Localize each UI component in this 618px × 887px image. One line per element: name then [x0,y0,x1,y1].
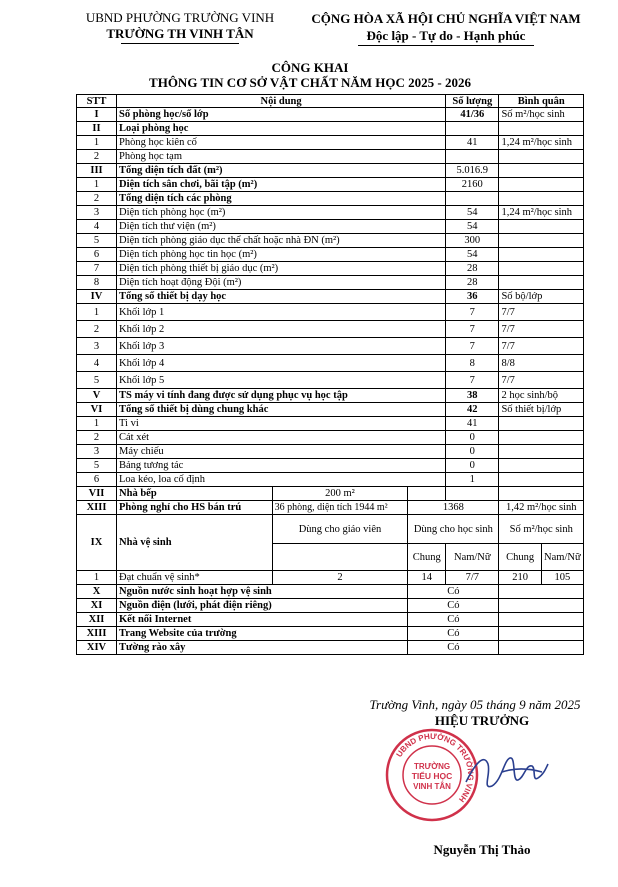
nation-line1: CỘNG HÒA XÃ HỘI CHỦ NGHĨA VIỆT NAM [311,11,581,26]
row-stt: II [77,122,117,136]
row-avg [499,445,584,459]
row-content: TS máy vi tính đang được sử dụng phục vụ học tập [117,389,446,403]
row-value: Có [408,585,499,599]
row-qty: 41 [446,136,499,150]
row-stt: 3 [77,338,117,355]
row-content: Tổng số thiết bị dạy học [117,290,446,304]
row-content: Nhà bếp [117,487,273,501]
row-qty: 1 [446,473,499,487]
row-stt: 2 [77,150,117,164]
row-qty: 42 [446,403,499,417]
row-content: Kết nối Internet [117,613,408,627]
row-avg: 7/7 [499,372,584,389]
toilet-sub-common: Chung [408,544,446,571]
table-row [77,501,584,515]
row-avg: 7/7 [499,338,584,355]
row-qty [446,192,499,206]
row-ratio-common: 210 [499,571,541,585]
toilet-label: Nhà vệ sinh [117,515,273,571]
table-row [77,178,584,192]
row-qty [446,150,499,164]
signer-name: Nguyễn Thị Thảo [433,842,531,857]
table-row [77,248,584,262]
row-avg: Số bộ/lớp [499,290,584,304]
toilet-sub-gender2: Nam/Nữ [541,544,583,571]
row-stt: 2 [77,321,117,338]
table-row [77,613,584,627]
row-empty [446,487,499,501]
table-row [77,164,584,178]
row-area: 200 m² [272,487,408,501]
row-qty: 2160 [446,178,499,192]
row-content: Bảng tương tác [117,459,446,473]
row-avg: 8/8 [499,355,584,372]
row-content: Cát xét [117,431,446,445]
row-content: Diện tích phòng học tin học (m²) [117,248,446,262]
row-stt: 1 [77,304,117,321]
table-row [77,355,584,372]
table-row [77,585,584,599]
row-qty: 28 [446,262,499,276]
row-qty: 5.016.9 [446,164,499,178]
row-content: Đạt chuẩn vệ sinh* [117,571,273,585]
toilet-sub-gender: Nam/Nữ [446,544,499,571]
row-empty [499,641,584,655]
table-row [77,192,584,206]
row-qty: 54 [446,206,499,220]
row-qty: 41 [446,417,499,431]
table-row [77,627,584,641]
row-avg [499,192,584,206]
row-avg: 1,42 m²/học sinh [499,501,584,515]
row-empty [499,487,584,501]
row-content: Nguồn điện (lưới, phát điện riêng) [117,599,408,613]
document-title [80,60,540,90]
row-value: Có [408,627,499,641]
row-stt: XIV [77,641,117,655]
table-row [77,372,584,389]
row-content: Trang Website của trường [117,627,408,641]
row-stt: X [77,585,117,599]
row-stt: VII [77,487,117,501]
row-avg: 7/7 [499,304,584,321]
row-content: Máy chiếu [117,445,446,459]
toilet-teacher-empty [272,544,408,571]
row-content: Khối lớp 1 [117,304,446,321]
table-row [77,445,584,459]
row-qty: 0 [446,459,499,473]
row-stt: XIII [77,501,117,515]
row-content: Khối lớp 2 [117,321,446,338]
toilet-sub-common2: Chung [499,544,541,571]
header-content: Nội dung [117,95,446,108]
row-qty: 54 [446,248,499,262]
row-stt: XI [77,599,117,613]
title-line2: THÔNG TIN CƠ SỞ VẬT CHẤT NĂM HỌC 2025 - 2026 [149,75,471,90]
row-ratio-gender: 105 [541,571,583,585]
org-line1: UBND PHƯỜNG TRƯỜNG VINH [85,10,275,25]
row-stt: 5 [77,234,117,248]
signature-stroke [466,758,548,787]
nation-header [300,10,592,46]
row-avg [499,262,584,276]
row-avg [499,276,584,290]
header-avg: Bình quân [499,95,584,108]
table-row [77,473,584,487]
seal-line1: TRƯỜNG [413,762,451,771]
row-stt: 7 [77,262,117,276]
table-row [77,220,584,234]
header-stt: STT [77,95,117,108]
row-empty [499,627,584,641]
row-avg [499,150,584,164]
row-content: Khối lớp 4 [117,355,446,372]
row-qty: 0 [446,431,499,445]
org-underline [121,43,239,44]
row-avg [499,122,584,136]
row-student-common: 14 [408,571,446,585]
row-content: Loại phòng học [117,122,446,136]
row-content: Ti vi [117,417,446,431]
table-row [77,122,584,136]
table-row [77,641,584,655]
row-qty: 54 [446,220,499,234]
row-content: Tổng diện tích đất (m²) [117,164,446,178]
row-content: Diện tích thư viện (m²) [117,220,446,234]
row-qty: 0 [446,445,499,459]
row-content: Khối lớp 3 [117,338,446,355]
row-stt: 5 [77,459,117,473]
row-content: Phòng nghỉ cho HS bán trú [117,501,273,515]
row-value: Có [408,613,499,627]
row-value: Có [408,641,499,655]
row-value: Có [408,599,499,613]
row-avg [499,220,584,234]
table-header-row [77,95,584,108]
row-content: Diện tích phòng thiết bị giáo dục (m²) [117,262,446,276]
table-row [77,338,584,355]
row-stt: 4 [77,355,117,372]
row-stt: V [77,389,117,403]
row-stt: 5 [77,372,117,389]
row-content: Khối lớp 5 [117,372,446,389]
seal-ring-text: UBND PHƯỜNG TRƯỜNG VINH [394,731,476,804]
row-stt: 1 [77,178,117,192]
row-stt: 3 [77,206,117,220]
nation-underline [358,45,534,46]
toilet-col-ratio: Số m²/học sinh [499,515,584,544]
row-content: Tổng số thiết bị dùng chung khác [117,403,446,417]
row-content: Diện tích sân chơi, bãi tập (m²) [117,178,446,192]
row-empty [499,585,584,599]
row-student-gender: 7/7 [446,571,499,585]
row-empty [499,599,584,613]
row-stt: 6 [77,473,117,487]
row-stt: IV [77,290,117,304]
row-avg: 2 học sinh/bộ [499,389,584,403]
row-avg: 7/7 [499,321,584,338]
row-stt: 1 [77,417,117,431]
row-content: Nguồn nước sinh hoạt hợp vệ sinh [117,585,408,599]
row-content: Diện tích phòng học (m²) [117,206,446,220]
table-row [77,459,584,473]
row-stt: 2 [77,431,117,445]
table-row [77,403,584,417]
sign-title: HIỆU TRƯỞNG [434,713,530,728]
row-stt: 3 [77,445,117,459]
row-avg: Số m²/học sinh [499,108,584,122]
table-row [77,431,584,445]
table-row [77,150,584,164]
row-stt: XII [77,613,117,627]
toilet-stt: IX [77,515,117,571]
row-qty: 36 [446,290,499,304]
row-stt: 2 [77,192,117,206]
row-qty: 7 [446,338,499,355]
row-avg [499,178,584,192]
table-row [77,417,584,431]
row-content: Loa kéo, loa cố định [117,473,446,487]
row-empty [408,487,446,501]
row-avg [499,459,584,473]
row-qty: 300 [446,234,499,248]
nation-line2: Độc lập - Tự do - Hạnh phúc [366,28,526,43]
row-qty: 7 [446,372,499,389]
row-avg: Số thiết bị/lớp [499,403,584,417]
table-row [77,487,584,501]
row-content: Phòng học kiên cố [117,136,446,150]
row-qty: 38 [446,389,499,403]
row-content: Số phòng học/số lớp [117,108,446,122]
row-stt: I [77,108,117,122]
org-line2: TRƯỜNG TH VINH TÂN [106,26,254,41]
seal-line3: VINH TÂN [413,782,451,791]
row-content: Phòng học tạm [117,150,446,164]
row-stt: III [77,164,117,178]
row-content: Tường rào xây [117,641,408,655]
row-avg [499,417,584,431]
row-qty: 1368 [408,501,499,515]
title-line1: CÔNG KHAI [271,60,349,75]
sign-date: Trường Vinh, ngày 05 tháng 9 năm 2025 [369,697,581,712]
row-stt: 6 [77,248,117,262]
row-area: 36 phòng, diện tích 1944 m² [272,501,408,515]
row-teacher: 2 [272,571,408,585]
table-row [77,206,584,220]
table-row [77,290,584,304]
row-empty [499,613,584,627]
table-row [77,136,584,150]
row-avg: 1,24 m²/học sinh [499,206,584,220]
row-avg [499,431,584,445]
table-row [77,108,584,122]
row-content: Tổng diện tích các phòng [117,192,446,206]
row-stt: 1 [77,571,117,585]
handwritten-signature [462,742,552,802]
toilet-col-teacher: Dùng cho giáo viên [272,515,408,544]
facilities-table [76,94,584,655]
row-stt: 4 [77,220,117,234]
row-qty: 8 [446,355,499,372]
row-qty: 41/36 [446,108,499,122]
row-content: Diện tích phòng giáo dục thể chất hoặc nhà ĐN (m²) [117,234,446,248]
row-stt: XIII [77,627,117,641]
row-qty [446,122,499,136]
row-avg [499,473,584,487]
header-qty: Số lượng [446,95,499,108]
row-avg [499,234,584,248]
toilet-col-student: Dùng cho học sinh [408,515,499,544]
table-row [77,234,584,248]
row-stt: VI [77,403,117,417]
row-stt: 1 [77,136,117,150]
row-avg [499,164,584,178]
row-qty: 7 [446,304,499,321]
org-header [64,10,296,44]
row-stt: 8 [77,276,117,290]
table-row [77,304,584,321]
table-row [77,389,584,403]
table-row [77,599,584,613]
table-row [77,276,584,290]
table-row [77,262,584,276]
toilet-header-row [77,515,584,544]
row-qty: 7 [446,321,499,338]
row-qty: 28 [446,276,499,290]
row-avg [499,248,584,262]
table-row [77,571,584,585]
row-content: Diện tích hoạt động Đội (m²) [117,276,446,290]
row-avg: 1,24 m²/học sinh [499,136,584,150]
seal-line2: TIỂU HỌC [411,771,453,781]
table-row [77,321,584,338]
